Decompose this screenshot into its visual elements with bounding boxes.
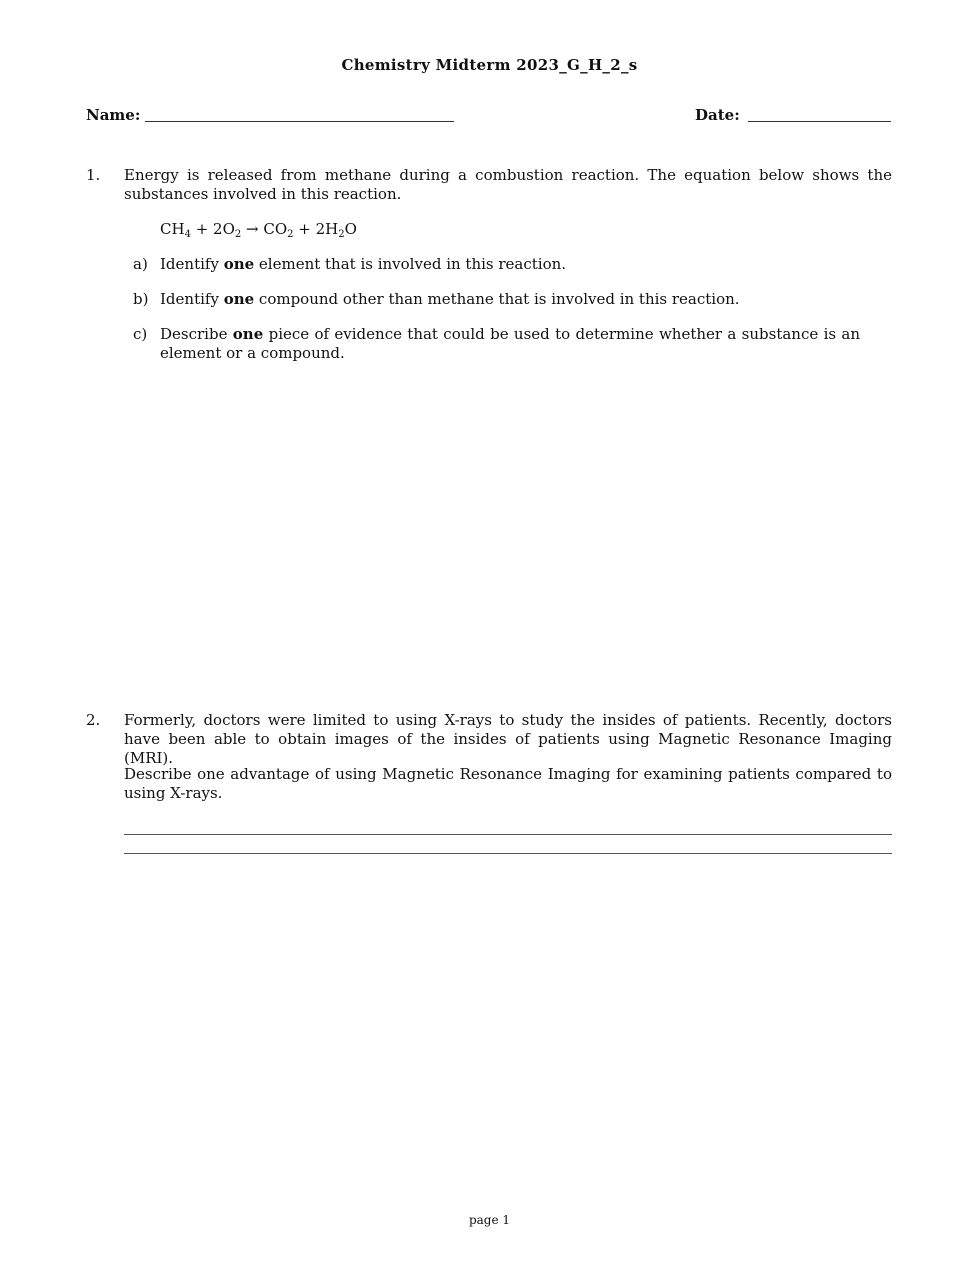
question-2-number: 2.	[86, 711, 101, 729]
question-1-number: 1.	[86, 166, 101, 184]
equation-plus-h: + 2H	[293, 220, 339, 238]
part-a-label: a)	[133, 255, 148, 273]
part-a-before: Identify	[160, 255, 224, 273]
part-b-after: compound other than methane that is involved in this reaction.	[254, 290, 740, 308]
answer-line-1[interactable]	[124, 834, 892, 835]
part-c-before: Describe	[160, 325, 233, 343]
name-label: Name:	[86, 106, 141, 124]
date-field-line[interactable]	[748, 121, 891, 122]
part-c-after: piece of evidence that could be used to determine whether a substance is an element or a compound.	[160, 325, 861, 362]
question-1-text: Energy is released from methane during a combustion reaction. The equation below shows the substances involved in this reaction.	[124, 166, 892, 203]
question-2-text: Formerly, doctors were limited to using X-rays to study the insides of patients. Recently, doctors have been able to obtain images of the insides of patients using Magnetic Resonance Imaging (MRI).	[124, 711, 892, 767]
equation-arrow-co: → CO	[241, 220, 288, 238]
page-number: page 1	[468, 1213, 511, 1227]
answer-line-2[interactable]	[124, 853, 892, 854]
part-a-after: element that is involved in this reaction.	[254, 255, 567, 273]
equation-ch: CH	[160, 220, 185, 238]
part-b-before: Identify	[160, 290, 224, 308]
part-a-emphasis: one	[223, 255, 255, 273]
date-label: Date:	[695, 106, 740, 124]
name-field-line[interactable]	[145, 121, 454, 122]
part-c-label: c)	[133, 325, 148, 343]
equation-h2-sub: 2	[338, 229, 345, 240]
part-c-text	[160, 325, 860, 363]
equation-ch-sub: 4	[184, 229, 191, 240]
equation-o-tail: O	[344, 220, 357, 238]
part-b-label: b)	[133, 290, 149, 308]
part-c-emphasis: one	[232, 325, 264, 343]
equation-plus-o2: + 2O	[190, 220, 235, 238]
part-b-text	[160, 290, 860, 309]
equation-o2-sub: 2	[234, 229, 242, 240]
part-b-emphasis: one	[223, 290, 255, 308]
equation-co2-sub: 2	[287, 229, 294, 240]
page-title: Chemistry Midterm 2023_G_H_2_s	[341, 56, 638, 74]
part-a-text	[160, 255, 860, 274]
chemical-equation	[160, 220, 357, 239]
question-2-prompt: Describe one advantage of using Magnetic Resonance Imaging for examining patients compared to using X-rays.	[124, 765, 892, 802]
